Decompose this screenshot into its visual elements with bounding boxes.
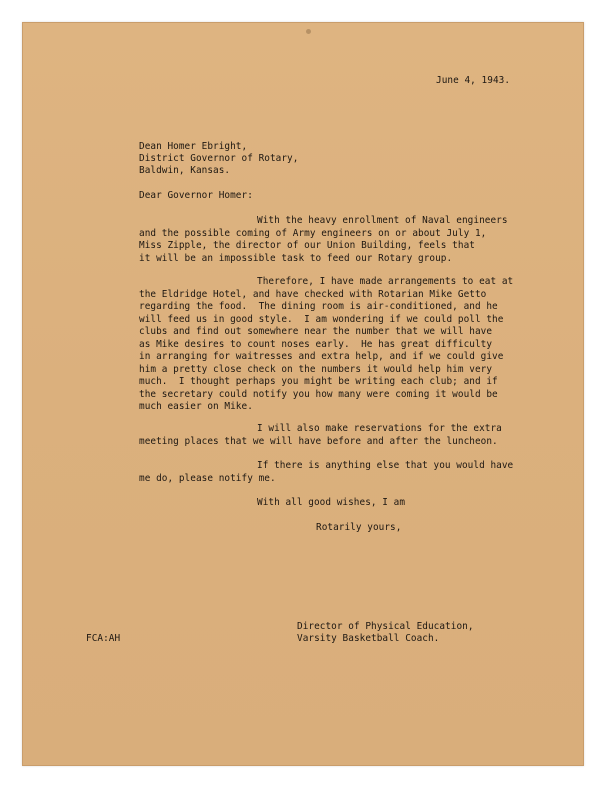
paragraph-line: the Eldridge Hotel, and have checked with Rotarian Mike Getto xyxy=(139,288,487,300)
recipient-name: Dean Homer Ebright, xyxy=(139,141,248,152)
letter-page xyxy=(22,22,584,766)
paragraph-line: me do, please notify me. xyxy=(139,472,276,484)
recipient-city: Baldwin, Kansas. xyxy=(139,165,231,176)
paragraph-3 xyxy=(139,423,502,448)
staple-hole xyxy=(306,29,311,34)
paragraph-line: it will be an impossible task to feed our Rotary group. xyxy=(139,252,453,264)
paragraph-1 xyxy=(139,215,508,265)
paragraph-line: If there is anything else that you would have xyxy=(257,460,514,471)
letter-date: June 4, 1943. xyxy=(436,75,511,86)
signature-title: Director of Physical Education, xyxy=(297,621,474,632)
salutation: Dear Governor Homer: xyxy=(139,190,253,201)
paragraph-line: as Mike desires to count noses early. He has great difficulty xyxy=(139,338,493,350)
closing: Rotarily yours, xyxy=(316,522,402,533)
paragraph-line: him a pretty close check on the numbers it would help him very xyxy=(139,363,493,375)
paragraph-line: and the possible coming of Army engineers on or about July 1, xyxy=(139,227,487,239)
typist-initials: FCA:AH xyxy=(86,633,121,644)
paragraph-line: I will also make reservations for the extra xyxy=(257,423,502,434)
paragraph-2 xyxy=(139,276,513,414)
paragraph-line: meeting places that we will have before and after the luncheon. xyxy=(139,435,498,447)
paragraph-line: much. I thought perhaps you might be writing each club; and if xyxy=(139,376,498,387)
paragraph-4 xyxy=(139,460,513,485)
signature-subtitle: Varsity Basketball Coach. xyxy=(297,633,440,644)
paragraph-line: the secretary could notify you how many were coming it would be xyxy=(139,388,498,400)
paragraph-line: Therefore, I have made arrangements to eat at xyxy=(257,276,514,287)
paragraph-line: much easier on Mike. xyxy=(139,401,253,412)
paragraph-line: regarding the food. The dining room is air-conditioned, and he xyxy=(139,301,498,312)
paragraph-line: in arranging for waitresses and extra help, and if we could give xyxy=(139,351,504,362)
paragraph-line: will feed us in good style. I am wondering if we could poll the xyxy=(139,313,504,325)
recipient-title: District Governor of Rotary, xyxy=(139,153,299,164)
paragraph-line: Miss Zipple, the director of our Union Building, feels that xyxy=(139,240,475,251)
paragraph-line: With the heavy enrollment of Naval engineers xyxy=(257,215,508,226)
paragraph-line: clubs and find out somewhere near the number that we will have xyxy=(139,326,493,337)
paragraph-5: With all good wishes, I am xyxy=(257,497,406,508)
